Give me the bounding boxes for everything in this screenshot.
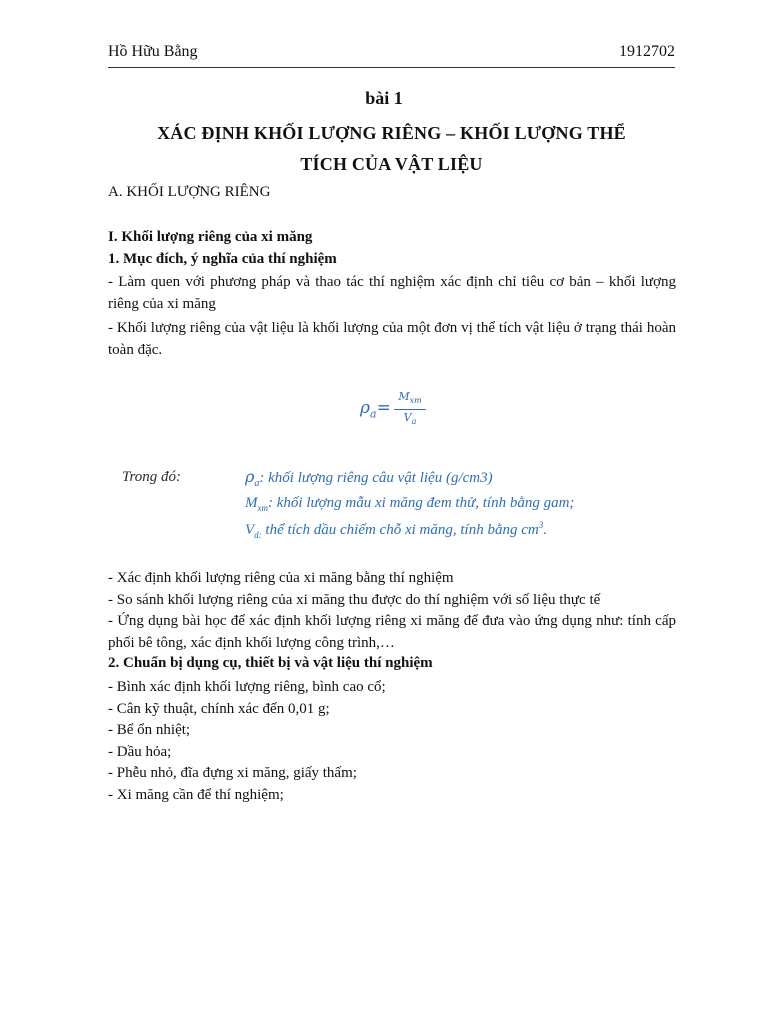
list-item: - Bình xác định khối lượng riêng, bình cao cổ; bbox=[108, 679, 386, 695]
header-student-id: 1912702 bbox=[619, 43, 675, 60]
definition-rho: $\rho_a$: khối lượng riêng câu vật liệu (g/cm3) bbox=[245, 467, 493, 489]
title-line-2: TÍCH CỦA VẬT LIỆU bbox=[300, 154, 483, 174]
where-label: Trong đó: bbox=[122, 469, 182, 485]
section-a-heading: A. KHỐI LƯỢNG RIÊNG bbox=[108, 184, 271, 200]
header-author: Hồ Hữu Bằng bbox=[108, 43, 198, 60]
header-divider bbox=[108, 67, 675, 68]
list-item: - Dầu hỏa; bbox=[108, 743, 172, 760]
definition-volume: $V_{d:}$ thể tích dầu chiếm chỗ xi măng, tính bằng $cm^3$. bbox=[245, 520, 547, 540]
heading-cement-density: I. Khối lượng riêng của xi măng bbox=[108, 229, 313, 245]
heading-purpose: 1. Mục đích, ý nghĩa của thí nghiệm bbox=[108, 251, 337, 267]
formula-fraction bbox=[394, 390, 426, 429]
equipment-list bbox=[108, 677, 676, 806]
list-item: - Xi măng cần để thí nghiệm; bbox=[108, 786, 284, 803]
heading-equipment: 2. Chuẩn bị dụng cụ, thiết bị và vật liệu thí nghiệm bbox=[108, 655, 433, 671]
fraction-bar bbox=[394, 409, 426, 410]
list-item: - Xác định khối lượng riêng của xi măng bằng thí nghiệm bbox=[108, 570, 454, 586]
list-item: - Ứng dụng bài học để xác định khối lượng riêng xi măng để đưa vào ứng dụng như: tính cấp phối bê tông, xác định khối lượng công trình,… bbox=[108, 613, 676, 651]
list-item: - Bể ổn nhiệt; bbox=[108, 722, 191, 738]
list-item: - So sánh khối lượng riêng của xi măng thu được do thí nghiệm với số liệu thực tế bbox=[108, 591, 601, 608]
purpose-list bbox=[108, 568, 676, 611]
list-item: - Cân kỹ thuật, chính xác đến 0,01 g; bbox=[108, 700, 330, 717]
paragraph-definition: - Khối lượng riêng của vật liệu là khối lượng của một đơn vị thể tích vật liệu ở trạng thái hoàn toàn đặc. bbox=[108, 320, 676, 358]
lesson-label: bài 1 bbox=[365, 88, 403, 108]
title-line-1: XÁC ĐỊNH KHỐI LƯỢNG RIÊNG – KHỐI LƯỢNG THỂ bbox=[157, 123, 626, 143]
page-title bbox=[108, 118, 675, 180]
formula-denominator: $V_a$ bbox=[403, 411, 417, 427]
formula-lhs: $\rho_a=$ bbox=[360, 398, 391, 421]
definition-mass: $M_{xm}$: khối lượng mẫu xi măng đem thử, tính bằng gam; bbox=[245, 495, 575, 513]
formula-numerator: $M_{xm}$ bbox=[398, 390, 422, 406]
list-item: - Phễu nhỏ, đĩa đựng xi măng, giấy thấm; bbox=[108, 765, 357, 781]
paragraph-intro: - Làm quen với phương pháp và thao tác thí nghiệm xác định chỉ tiêu cơ bản – khối lượng riêng của xi măng bbox=[108, 274, 676, 312]
